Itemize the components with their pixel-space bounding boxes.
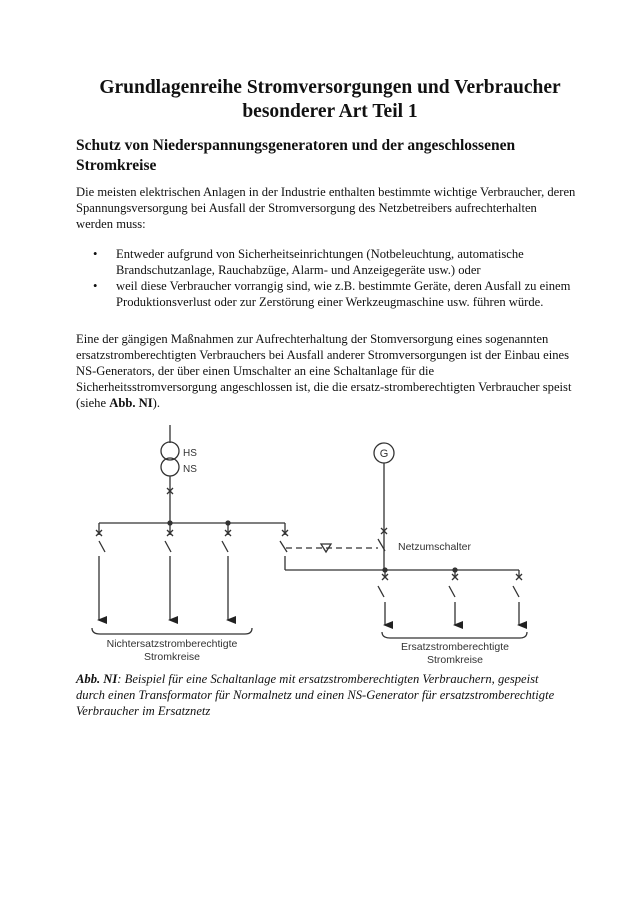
figure-reference: Abb. NI [109, 396, 153, 410]
feeder-5 [449, 570, 458, 625]
caption-label: Abb. NI [76, 672, 118, 686]
feeder-1 [96, 523, 105, 620]
figure-caption [76, 671, 566, 719]
generator-label: G [379, 448, 389, 460]
feeder-3 [222, 523, 231, 620]
intro-paragraph: Die meisten elektrischen Anlagen in der Industrie enthalten bestimmte wichtige Verbraucher, deren Spannungsversorgung bei Ausfall der Stromversorgung des Netzbetreibers aufrechterhalten werden muss: [76, 185, 576, 231]
list-item-text: Entweder aufgrund von Sicherheitseinrichtungen (Notbeleuchtung, automatische Brandschutzanlage, Rauchabzüge, Alarm- und Anzeigegeräte usw.) oder [116, 247, 524, 277]
right-group-label: Ersatzstromberechtigte [401, 641, 509, 653]
transformer-ns-label: NS [183, 464, 197, 475]
measures-paragraph-text: Eine der gängigen Maßnahmen zur Aufrechterhaltung der Stomversorgung eines sogenannten ersatzstromberechtigten Verbrauchers bei Ausfall anderer Stromversorgungen ist der Einbau eines NS-Generators, der über einen Umschalter an eine Schaltanlage für die Sicherheitsstromversorgung angeschlossen ist, die die ersatz-stromberechtigten Verbraucher speist (siehe [76, 332, 572, 410]
right-group-brace [382, 632, 527, 638]
caption-text: : Beispiel für eine Schaltanlage mit ersatzstromberechtigten Verbrauchern, gespeist durch einen Transformator für Normalnetz und einen NS-Generator für ersatzstromberechtigte Verbraucher im Ersatznetz [76, 672, 555, 718]
feeder-4 [378, 570, 388, 625]
left-group-label: Stromkreise [143, 651, 201, 663]
section-subtitle: Schutz von Niederspannungsgeneratoren und der angeschlossenen Stromkreise [76, 137, 516, 174]
left-group-label: Nichtersatzstromberechtigte [106, 638, 238, 650]
feeder-2 [165, 523, 173, 620]
bullet-icon: • [93, 279, 98, 293]
transformer-hs-label: HS [183, 448, 197, 459]
switch-label: Netzumschalter [398, 541, 471, 553]
right-group-label: Stromkreise [426, 654, 484, 666]
transformer-ns-winding [161, 458, 179, 476]
feeder-6 [513, 570, 522, 625]
transformer-hs-winding [161, 442, 179, 460]
measures-paragraph-end: ). [152, 396, 160, 410]
list-item-text: weil diese Verbraucher vorrangig sind, wie z.B. bestimmte Geräte, deren Ausfall zu einem Produktionsverlust oder zur Zerstörung einer Werkzeugmaschine usw. führen würde. [116, 279, 571, 309]
page-title: Grundlagenreihe Stromversorgungen und Verbraucher besonderer Art Teil 1 [99, 77, 561, 122]
bullet-icon: • [93, 247, 98, 261]
left-group-brace [92, 628, 252, 634]
